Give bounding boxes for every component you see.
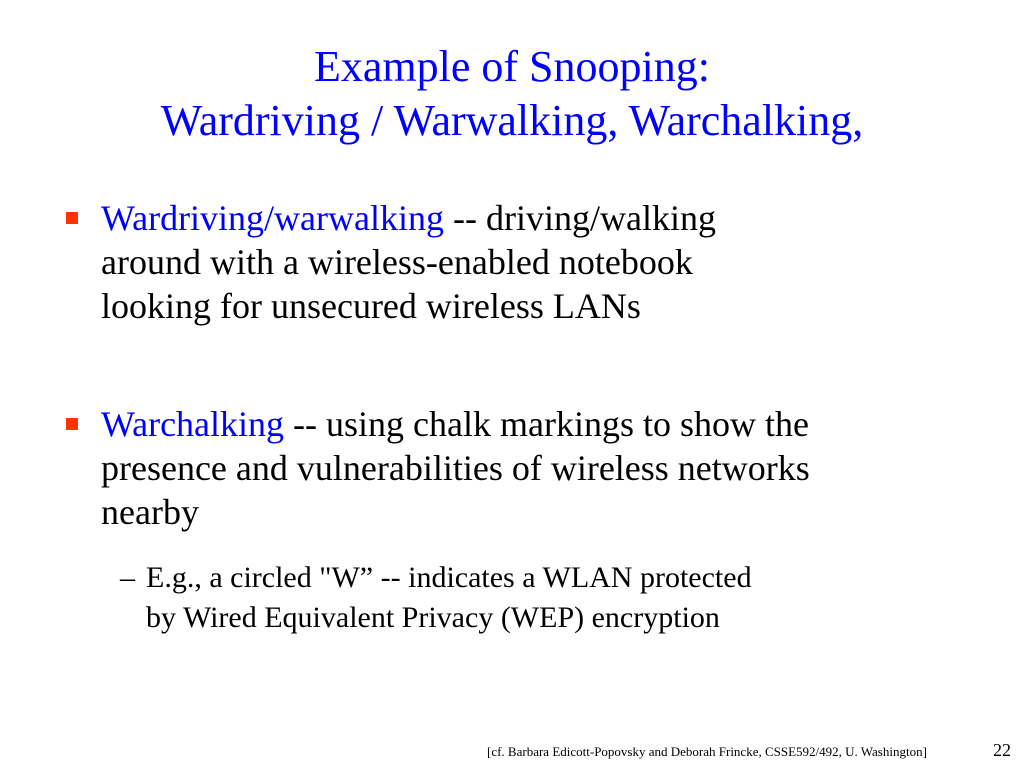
- page-number: 22: [993, 740, 1011, 760]
- dash-bullet-icon: –: [120, 561, 135, 594]
- bullet-line-3: nearby: [101, 492, 199, 532]
- square-bullet-icon: [66, 212, 78, 224]
- title-line-1: Example of Snooping:: [314, 42, 710, 91]
- bullet-description: -- driving/walking: [444, 198, 716, 238]
- bullet-line-3: looking for unsecured wireless LANs: [101, 286, 641, 326]
- bullet-description: -- using chalk markings to show the: [284, 404, 809, 444]
- square-bullet-icon: [66, 418, 78, 430]
- slide-title: [0, 40, 1024, 148]
- bullet-wardriving: [66, 196, 1006, 328]
- bullet-text: [101, 402, 1006, 534]
- sub-bullet-example: [120, 558, 980, 638]
- bullet-term: Wardriving/warwalking: [101, 198, 445, 238]
- sub-bullet-line-1: E.g., a circled "W” -- indicates a WLAN protected: [146, 561, 752, 594]
- bullet-term: Warchalking: [101, 404, 285, 444]
- citation: [cf. Barbara Edicott-Popovsky and Deborah Frincke, CSSE592/492, U. Washington]: [487, 744, 927, 759]
- sub-bullet-text: [146, 558, 980, 638]
- sub-bullet-line-2: by Wired Equivalent Privacy (WEP) encryption: [146, 601, 720, 634]
- bullet-line-1: [101, 402, 1006, 446]
- bullet-line-1: [101, 196, 1006, 240]
- bullet-warchalking: [66, 402, 1006, 534]
- bullet-text: [101, 196, 1006, 328]
- bullet-line-2: around with a wireless-enabled notebook: [101, 242, 693, 282]
- title-line-2: Wardriving / Warwalking, Warchalking,: [160, 96, 864, 145]
- bullet-line-2: presence and vulnerabilities of wireless networks: [101, 448, 810, 488]
